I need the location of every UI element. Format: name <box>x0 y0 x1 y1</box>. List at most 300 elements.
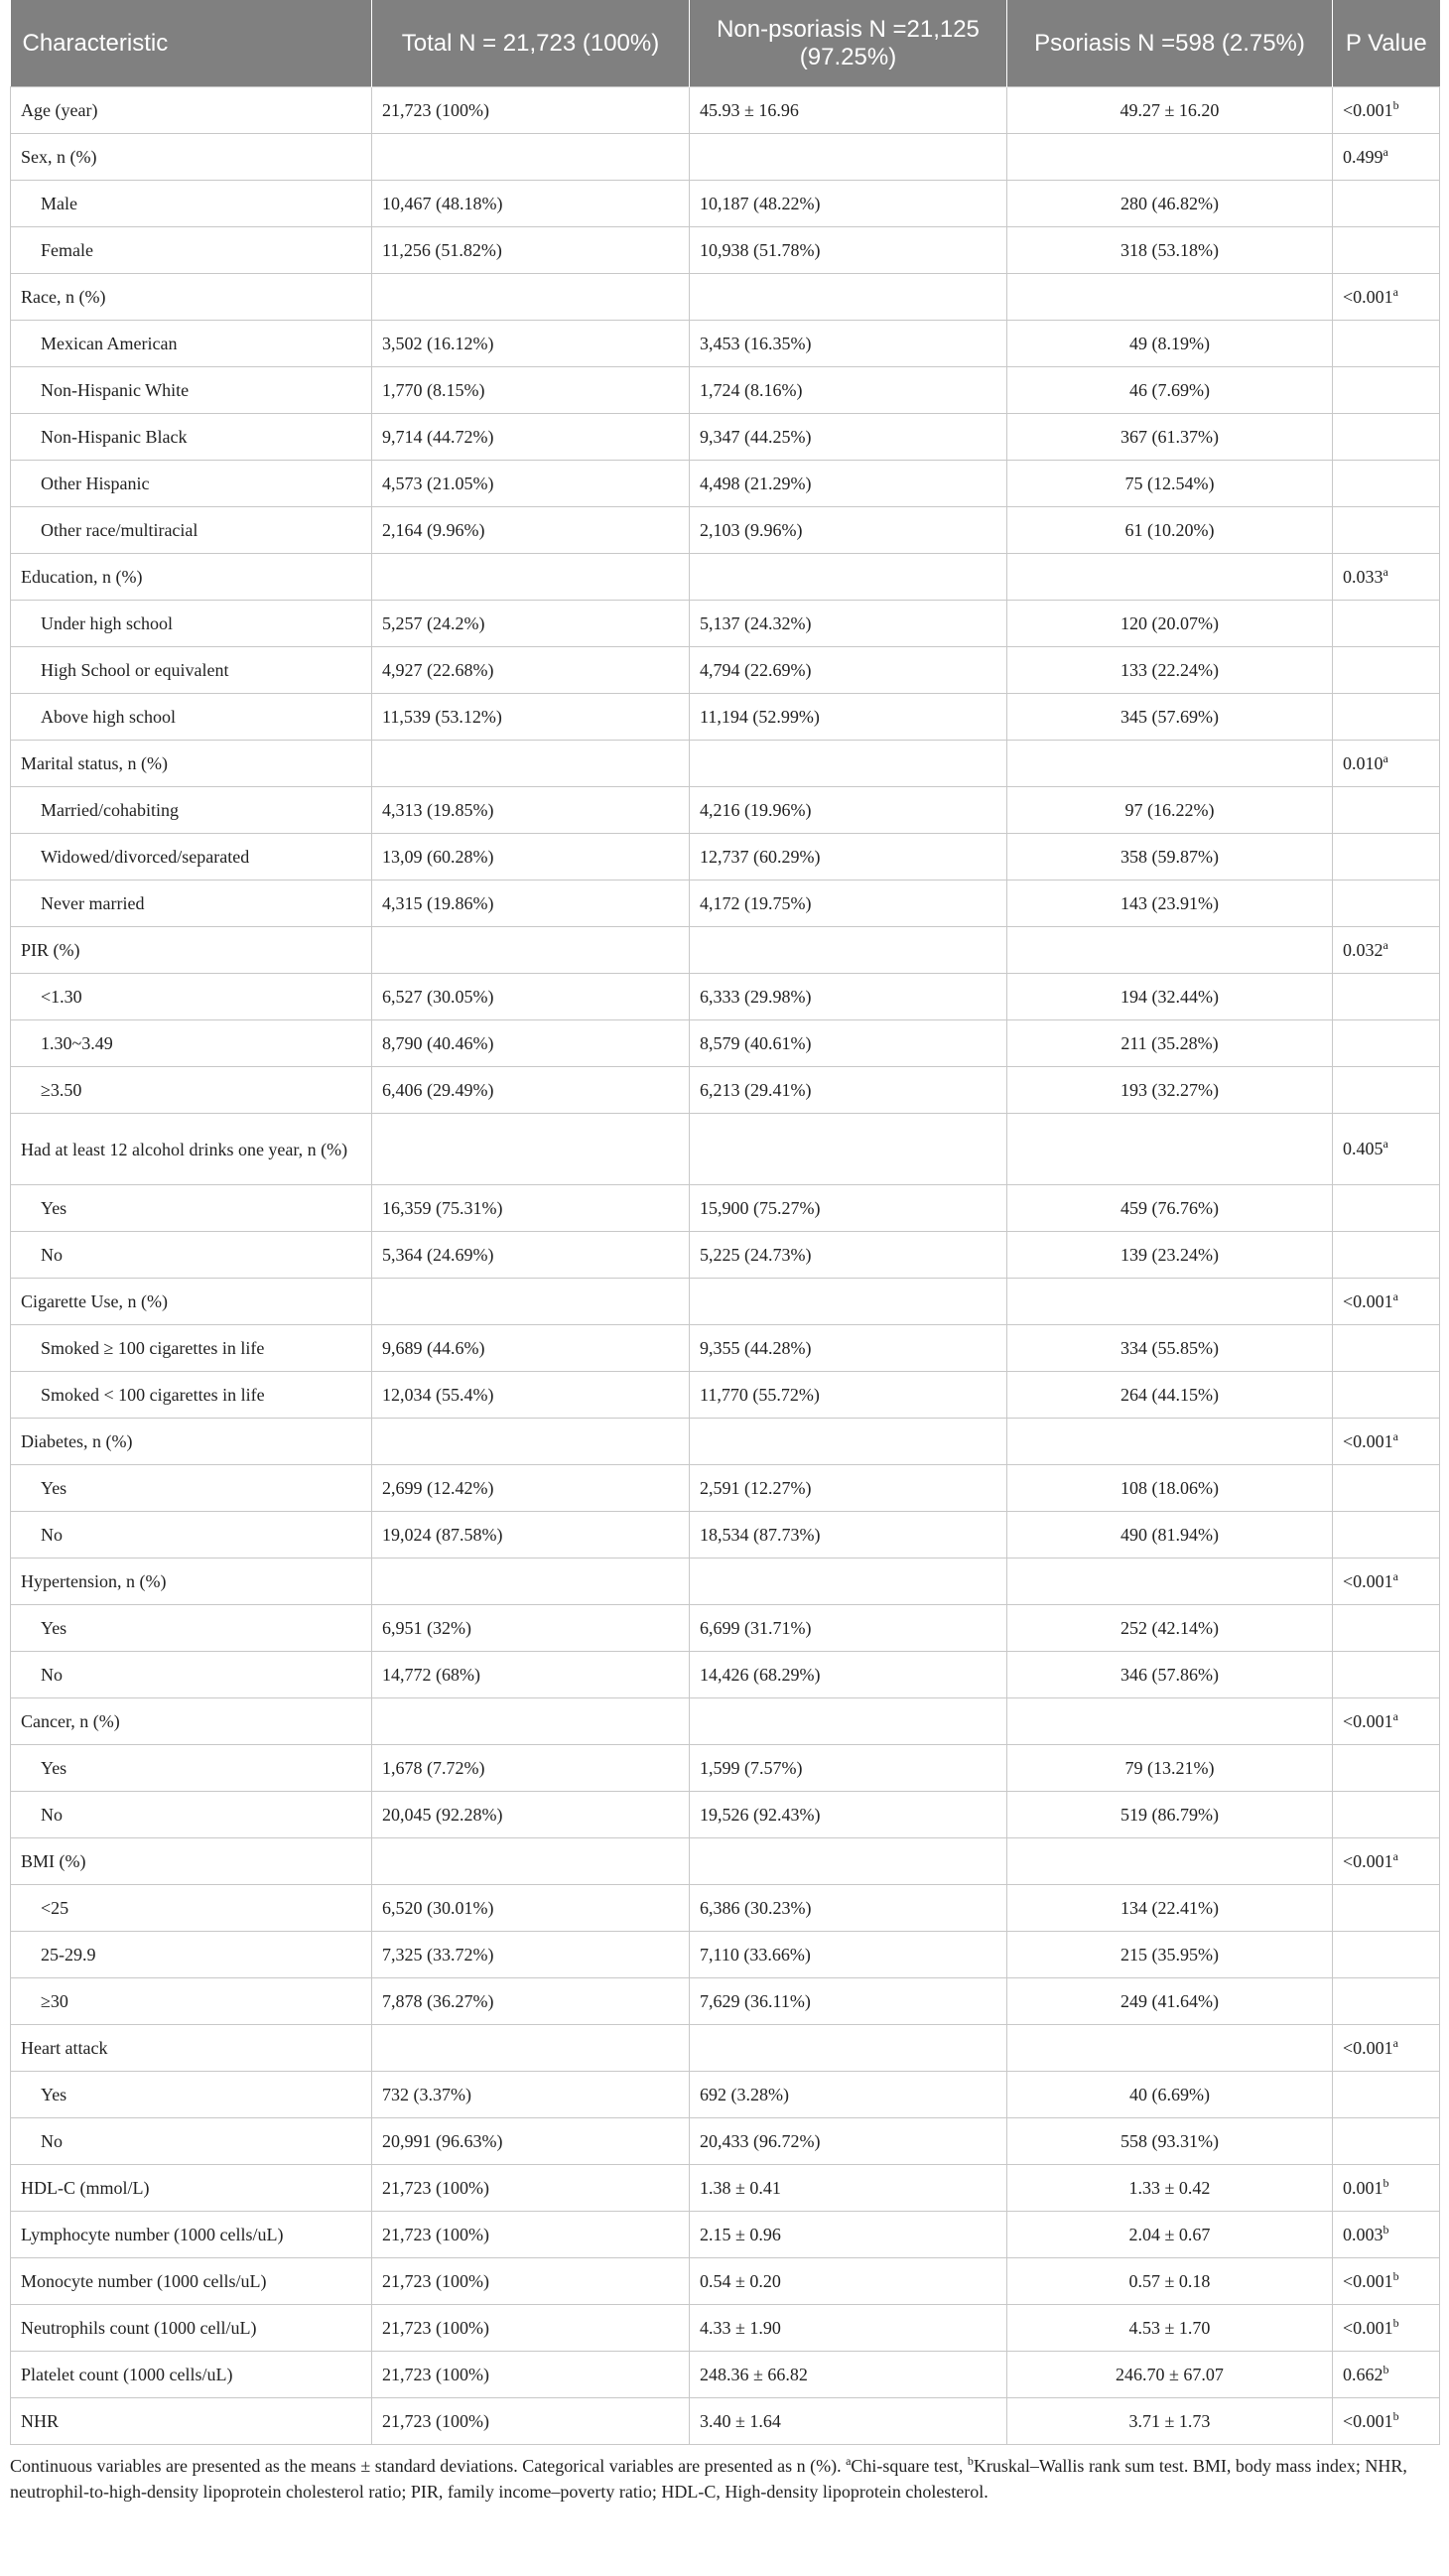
characteristic-cell-text: Platelet count (1000 cells/uL) <box>21 2364 233 2384</box>
table-row <box>11 834 1440 881</box>
characteristic-cell <box>11 2258 372 2305</box>
p-value-superscript: b <box>1392 2315 1399 2330</box>
total-cell <box>372 1652 690 1698</box>
non-psoriasis-cell-text: 2,103 (9.96%) <box>700 519 803 540</box>
total-cell <box>372 1512 690 1559</box>
p-value-superscript: b <box>1392 2408 1399 2423</box>
p-value-cell-text: <0.001 <box>1343 1290 1393 1311</box>
non-psoriasis-cell <box>690 2352 1007 2398</box>
p-value-cell <box>1333 2258 1440 2305</box>
non-psoriasis-cell-text: 0.54 ± 0.20 <box>700 2270 781 2291</box>
characteristic-cell <box>11 741 372 787</box>
total-cell <box>372 1020 690 1067</box>
characteristic-cell-text: Widowed/divorced/separated <box>41 846 250 867</box>
table-row <box>11 2352 1440 2398</box>
non-psoriasis-cell <box>690 741 1007 787</box>
p-value-superscript: a <box>1392 1568 1398 1583</box>
characteristic-cell <box>11 2305 372 2352</box>
total-cell-text: 1,678 (7.72%) <box>382 1757 485 1778</box>
p-value-superscript: a <box>1383 1137 1388 1151</box>
characteristic-cell <box>11 1978 372 2025</box>
psoriasis-cell <box>1007 1559 1333 1605</box>
non-psoriasis-cell-text: 1.38 ± 0.41 <box>700 2177 781 2198</box>
non-psoriasis-cell-text: 11,194 (52.99%) <box>700 706 820 727</box>
characteristic-cell <box>11 461 372 507</box>
non-psoriasis-cell-text: 4.33 ± 1.90 <box>700 2317 781 2338</box>
total-cell <box>372 2118 690 2165</box>
p-value-cell <box>1333 1838 1440 1885</box>
p-value-cell-text: <0.001 <box>1343 2410 1393 2431</box>
table-page <box>10 0 1439 2505</box>
characteristic-cell-text: Sex, n (%) <box>21 146 97 167</box>
psoriasis-cell <box>1007 134 1333 181</box>
psoriasis-cell-text: 193 (32.27%) <box>1120 1079 1219 1100</box>
total-cell <box>372 647 690 694</box>
total-cell <box>372 1698 690 1745</box>
p-value-cell-text: <0.001 <box>1343 99 1393 120</box>
table-row <box>11 414 1440 461</box>
psoriasis-cell <box>1007 694 1333 741</box>
total-cell <box>372 1325 690 1372</box>
characteristic-cell-text: Married/cohabiting <box>41 799 179 820</box>
total-cell-text: 4,313 (19.85%) <box>382 799 494 820</box>
p-value-cell <box>1333 2165 1440 2212</box>
footnote-text: Chi-square test, <box>851 2456 968 2476</box>
psoriasis-cell <box>1007 741 1333 787</box>
psoriasis-cell-text: 2.04 ± 0.67 <box>1128 2224 1211 2244</box>
psoriasis-cell-text: 367 (61.37%) <box>1120 426 1219 447</box>
p-value-cell <box>1333 414 1440 461</box>
p-value-cell-text: <0.001 <box>1343 286 1393 307</box>
total-cell <box>372 1559 690 1605</box>
footnote-text: Continuous variables are presented as the means ± standard deviations. Categorical variables are presented as n (%). <box>10 2456 847 2476</box>
non-psoriasis-cell <box>690 1325 1007 1372</box>
non-psoriasis-cell-text: 8,579 (40.61%) <box>700 1032 812 1053</box>
non-psoriasis-cell <box>690 367 1007 414</box>
p-value-cell <box>1333 1232 1440 1279</box>
non-psoriasis-cell-text: 7,110 (33.66%) <box>700 1944 811 1965</box>
non-psoriasis-cell <box>690 1067 1007 1114</box>
p-value-cell <box>1333 1465 1440 1512</box>
characteristic-cell <box>11 1232 372 1279</box>
table-row <box>11 1372 1440 1419</box>
total-cell-text: 21,723 (100%) <box>382 2410 489 2431</box>
p-value-cell <box>1333 1745 1440 1792</box>
psoriasis-cell-text: 558 (93.31%) <box>1120 2130 1219 2151</box>
non-psoriasis-cell <box>690 1020 1007 1067</box>
total-cell-text: 14,772 (68%) <box>382 1664 480 1685</box>
characteristic-cell <box>11 1792 372 1838</box>
non-psoriasis-cell-text: 5,225 (24.73%) <box>700 1244 812 1265</box>
psoriasis-cell <box>1007 274 1333 321</box>
non-psoriasis-cell-text: 2,591 (12.27%) <box>700 1477 812 1498</box>
characteristic-cell-text: Other race/multiracial <box>41 519 198 540</box>
non-psoriasis-cell <box>690 1559 1007 1605</box>
p-value-cell <box>1333 1020 1440 1067</box>
p-value-cell-text: <0.001 <box>1343 1430 1393 1451</box>
p-value-superscript: a <box>1383 564 1388 579</box>
characteristic-cell <box>11 134 372 181</box>
psoriasis-cell <box>1007 1372 1333 1419</box>
baseline-characteristics-table <box>10 0 1440 2445</box>
non-psoriasis-cell <box>690 1932 1007 1978</box>
table-row <box>11 1465 1440 1512</box>
total-cell-text: 12,034 (55.4%) <box>382 1384 494 1405</box>
non-psoriasis-cell-text: 4,794 (22.69%) <box>700 659 812 680</box>
psoriasis-cell <box>1007 1512 1333 1559</box>
p-value-cell-text: <0.001 <box>1343 2270 1393 2291</box>
non-psoriasis-cell <box>690 1279 1007 1325</box>
p-value-superscript: a <box>1392 1848 1398 1863</box>
characteristic-cell-text: Yes <box>41 1617 67 1638</box>
characteristic-cell-text: Non-Hispanic White <box>41 379 190 400</box>
p-value-cell-text: 0.405 <box>1343 1139 1383 1158</box>
total-cell-text: 9,714 (44.72%) <box>382 426 494 447</box>
header-psoriasis: Psoriasis N =598 (2.75%) <box>1007 0 1333 87</box>
p-value-cell <box>1333 741 1440 787</box>
total-cell-text: 21,723 (100%) <box>382 99 489 120</box>
psoriasis-cell <box>1007 1698 1333 1745</box>
characteristic-cell <box>11 694 372 741</box>
non-psoriasis-cell <box>690 2212 1007 2258</box>
total-cell <box>372 1885 690 1932</box>
p-value-superscript: a <box>1383 750 1388 765</box>
psoriasis-cell <box>1007 321 1333 367</box>
characteristic-cell-text: ≥30 <box>41 1990 68 2011</box>
non-psoriasis-cell <box>690 2072 1007 2118</box>
total-cell-text: 2,164 (9.96%) <box>382 519 485 540</box>
p-value-cell-text: 0.662 <box>1343 2364 1383 2384</box>
psoriasis-cell-text: 108 (18.06%) <box>1120 1477 1219 1498</box>
non-psoriasis-cell-text: 3.40 ± 1.64 <box>700 2410 781 2431</box>
table-row <box>11 787 1440 834</box>
non-psoriasis-cell <box>690 554 1007 601</box>
non-psoriasis-cell <box>690 1792 1007 1838</box>
non-psoriasis-cell-text: 18,534 (87.73%) <box>700 1524 821 1545</box>
psoriasis-cell <box>1007 1652 1333 1698</box>
total-cell-text: 13,09 (60.28%) <box>382 846 494 867</box>
total-cell <box>372 974 690 1020</box>
table-row <box>11 1698 1440 1745</box>
p-value-cell <box>1333 1067 1440 1114</box>
psoriasis-cell <box>1007 2212 1333 2258</box>
p-value-cell <box>1333 227 1440 274</box>
table-row <box>11 2305 1440 2352</box>
total-cell-text: 2,699 (12.42%) <box>382 1477 494 1498</box>
characteristic-cell <box>11 87 372 134</box>
p-value-superscript: a <box>1392 1428 1398 1443</box>
total-cell <box>372 1067 690 1114</box>
total-cell-text: 5,257 (24.2%) <box>382 612 485 633</box>
total-cell <box>372 1232 690 1279</box>
characteristic-cell-text: PIR (%) <box>21 939 80 960</box>
total-cell <box>372 1372 690 1419</box>
table-row <box>11 1512 1440 1559</box>
footnote-sup-b: b <box>967 2454 974 2468</box>
total-cell-text: 7,325 (33.72%) <box>382 1944 494 1965</box>
psoriasis-cell <box>1007 1885 1333 1932</box>
characteristic-cell-text: No <box>41 1244 63 1265</box>
characteristic-cell <box>11 274 372 321</box>
total-cell <box>372 1932 690 1978</box>
psoriasis-cell-text: 134 (22.41%) <box>1120 1897 1219 1918</box>
psoriasis-cell-text: 3.71 ± 1.73 <box>1128 2410 1211 2431</box>
p-value-cell <box>1333 507 1440 554</box>
non-psoriasis-cell <box>690 321 1007 367</box>
table-row <box>11 1067 1440 1114</box>
non-psoriasis-cell <box>690 1745 1007 1792</box>
table-row <box>11 647 1440 694</box>
non-psoriasis-cell-text: 692 (3.28%) <box>700 2084 789 2104</box>
psoriasis-cell <box>1007 881 1333 927</box>
characteristic-cell-text: Age (year) <box>21 99 98 120</box>
total-cell <box>372 834 690 881</box>
characteristic-cell <box>11 227 372 274</box>
characteristic-cell <box>11 2025 372 2072</box>
total-cell-text: 4,927 (22.68%) <box>382 659 494 680</box>
psoriasis-cell <box>1007 1419 1333 1465</box>
p-value-cell-text: <0.001 <box>1343 2317 1393 2338</box>
total-cell-text: 732 (3.37%) <box>382 2084 471 2104</box>
psoriasis-cell-text: 215 (35.95%) <box>1120 1944 1219 1965</box>
characteristic-cell <box>11 1745 372 1792</box>
table-row <box>11 601 1440 647</box>
characteristic-cell <box>11 321 372 367</box>
non-psoriasis-cell-text: 10,938 (51.78%) <box>700 239 821 260</box>
psoriasis-cell <box>1007 461 1333 507</box>
characteristic-cell-text: Above high school <box>41 706 176 727</box>
p-value-superscript: a <box>1392 2035 1398 2050</box>
psoriasis-cell <box>1007 647 1333 694</box>
non-psoriasis-cell-text: 6,386 (30.23%) <box>700 1897 812 1918</box>
non-psoriasis-cell <box>690 2165 1007 2212</box>
characteristic-cell-text: HDL-C (mmol/L) <box>21 2177 150 2198</box>
p-value-cell <box>1333 554 1440 601</box>
footnote-sup-a: a <box>846 2454 852 2468</box>
psoriasis-cell-text: 133 (22.24%) <box>1120 659 1219 680</box>
non-psoriasis-cell <box>690 1838 1007 1885</box>
non-psoriasis-cell <box>690 1512 1007 1559</box>
psoriasis-cell <box>1007 554 1333 601</box>
p-value-cell-text: 0.032 <box>1343 939 1383 960</box>
table-row <box>11 2212 1440 2258</box>
psoriasis-cell <box>1007 181 1333 227</box>
non-psoriasis-cell <box>690 461 1007 507</box>
total-cell-text: 6,527 (30.05%) <box>382 986 494 1007</box>
psoriasis-cell-text: 346 (57.86%) <box>1120 1664 1219 1685</box>
characteristic-cell <box>11 1838 372 1885</box>
table-row <box>11 87 1440 134</box>
characteristic-cell-text: Education, n (%) <box>21 566 143 587</box>
psoriasis-cell <box>1007 834 1333 881</box>
table-row <box>11 1185 1440 1232</box>
psoriasis-cell-text: 194 (32.44%) <box>1120 986 1219 1007</box>
total-cell <box>372 1419 690 1465</box>
psoriasis-cell <box>1007 1792 1333 1838</box>
total-cell <box>372 181 690 227</box>
psoriasis-cell-text: 79 (13.21%) <box>1124 1757 1215 1778</box>
characteristic-cell-text: Hypertension, n (%) <box>21 1570 167 1591</box>
characteristic-cell-text: Female <box>41 239 93 260</box>
characteristic-cell <box>11 1512 372 1559</box>
non-psoriasis-cell-text: 12,737 (60.29%) <box>700 846 821 867</box>
characteristic-cell <box>11 2165 372 2212</box>
non-psoriasis-cell-text: 9,347 (44.25%) <box>700 426 812 447</box>
non-psoriasis-cell <box>690 507 1007 554</box>
header-p-value: P Value <box>1333 0 1440 87</box>
table-row <box>11 1838 1440 1885</box>
characteristic-cell <box>11 881 372 927</box>
non-psoriasis-cell-text: 20,433 (96.72%) <box>700 2130 821 2151</box>
p-value-cell-text: <0.001 <box>1343 1570 1393 1591</box>
characteristic-cell-text: Diabetes, n (%) <box>21 1430 133 1451</box>
non-psoriasis-cell <box>690 787 1007 834</box>
non-psoriasis-cell <box>690 1419 1007 1465</box>
p-value-cell <box>1333 1559 1440 1605</box>
characteristic-cell-text: Male <box>41 193 77 213</box>
psoriasis-cell <box>1007 974 1333 1020</box>
non-psoriasis-cell <box>690 647 1007 694</box>
table-row <box>11 2258 1440 2305</box>
table-row <box>11 2072 1440 2118</box>
psoriasis-cell <box>1007 2398 1333 2445</box>
p-value-cell <box>1333 2212 1440 2258</box>
non-psoriasis-cell <box>690 1465 1007 1512</box>
characteristic-cell <box>11 1885 372 1932</box>
p-value-cell <box>1333 1512 1440 1559</box>
header-row <box>11 0 1440 87</box>
p-value-cell <box>1333 1605 1440 1652</box>
p-value-cell <box>1333 1885 1440 1932</box>
p-value-cell <box>1333 321 1440 367</box>
non-psoriasis-cell <box>690 2305 1007 2352</box>
total-cell <box>372 1838 690 1885</box>
total-cell-text: 5,364 (24.69%) <box>382 1244 494 1265</box>
p-value-cell <box>1333 2398 1440 2445</box>
characteristic-cell-text: No <box>41 1804 63 1825</box>
p-value-cell <box>1333 461 1440 507</box>
table-row <box>11 1932 1440 1978</box>
total-cell-text: 10,467 (48.18%) <box>382 193 503 213</box>
total-cell <box>372 2305 690 2352</box>
characteristic-cell <box>11 2398 372 2445</box>
non-psoriasis-cell-text: 6,213 (29.41%) <box>700 1079 812 1100</box>
characteristic-cell <box>11 2352 372 2398</box>
non-psoriasis-cell-text: 248.36 ± 66.82 <box>700 2364 808 2384</box>
table-row <box>11 974 1440 1020</box>
total-cell-text: 11,256 (51.82%) <box>382 239 502 260</box>
psoriasis-cell-text: 1.33 ± 0.42 <box>1128 2177 1211 2198</box>
psoriasis-cell-text: 49.27 ± 16.20 <box>1120 99 1220 120</box>
non-psoriasis-cell <box>690 414 1007 461</box>
table-row <box>11 741 1440 787</box>
characteristic-cell <box>11 2072 372 2118</box>
characteristic-cell-text: NHR <box>21 2410 60 2431</box>
non-psoriasis-cell <box>690 1652 1007 1698</box>
p-value-cell-text: 0.001 <box>1343 2177 1383 2198</box>
characteristic-cell-text: <25 <box>41 1897 69 1918</box>
total-cell <box>372 1114 690 1185</box>
p-value-cell <box>1333 881 1440 927</box>
table-row <box>11 1232 1440 1279</box>
table-row <box>11 1652 1440 1698</box>
total-cell <box>372 2165 690 2212</box>
characteristic-cell-text: Under high school <box>41 612 173 633</box>
non-psoriasis-cell <box>690 1232 1007 1279</box>
non-psoriasis-cell-text: 5,137 (24.32%) <box>700 612 812 633</box>
psoriasis-cell <box>1007 507 1333 554</box>
psoriasis-cell-text: 143 (23.91%) <box>1120 892 1219 913</box>
p-value-superscript: a <box>1383 144 1388 159</box>
p-value-superscript: a <box>1392 1288 1398 1303</box>
total-cell-text: 21,723 (100%) <box>382 2224 489 2244</box>
p-value-superscript: b <box>1383 2362 1389 2376</box>
characteristic-cell-text: Yes <box>41 1757 67 1778</box>
total-cell <box>372 927 690 974</box>
psoriasis-cell <box>1007 787 1333 834</box>
psoriasis-cell <box>1007 1325 1333 1372</box>
total-cell <box>372 601 690 647</box>
non-psoriasis-cell-text: 11,770 (55.72%) <box>700 1384 820 1405</box>
non-psoriasis-cell <box>690 974 1007 1020</box>
psoriasis-cell <box>1007 1932 1333 1978</box>
p-value-cell <box>1333 787 1440 834</box>
total-cell <box>372 414 690 461</box>
non-psoriasis-cell <box>690 2398 1007 2445</box>
non-psoriasis-cell <box>690 87 1007 134</box>
psoriasis-cell <box>1007 1185 1333 1232</box>
p-value-cell <box>1333 834 1440 881</box>
psoriasis-cell-text: 490 (81.94%) <box>1120 1524 1219 1545</box>
table-row <box>11 134 1440 181</box>
p-value-cell <box>1333 974 1440 1020</box>
table-row <box>11 1978 1440 2025</box>
psoriasis-cell <box>1007 2118 1333 2165</box>
psoriasis-cell <box>1007 1279 1333 1325</box>
table-header <box>11 0 1440 87</box>
characteristic-cell-text: Never married <box>41 892 145 913</box>
characteristic-cell-text: Other Hispanic <box>41 473 150 493</box>
psoriasis-cell-text: 246.70 ± 67.07 <box>1116 2364 1224 2384</box>
characteristic-cell-text: Non-Hispanic Black <box>41 426 188 447</box>
total-cell-text: 19,024 (87.58%) <box>382 1524 503 1545</box>
non-psoriasis-cell-text: 15,900 (75.27%) <box>700 1197 821 1218</box>
total-cell-text: 9,689 (44.6%) <box>382 1337 485 1358</box>
psoriasis-cell-text: 249 (41.64%) <box>1120 1990 1219 2011</box>
non-psoriasis-cell <box>690 1185 1007 1232</box>
total-cell <box>372 2258 690 2305</box>
non-psoriasis-cell <box>690 181 1007 227</box>
table-row <box>11 1745 1440 1792</box>
non-psoriasis-cell-text: 3,453 (16.35%) <box>700 333 812 353</box>
characteristic-cell-text: <1.30 <box>41 986 82 1007</box>
characteristic-cell-text: No <box>41 1664 63 1685</box>
non-psoriasis-cell-text: 45.93 ± 16.96 <box>700 99 799 120</box>
characteristic-cell <box>11 974 372 1020</box>
characteristic-cell <box>11 2118 372 2165</box>
psoriasis-cell <box>1007 1605 1333 1652</box>
total-cell-text: 8,790 (40.46%) <box>382 1032 494 1053</box>
table-row <box>11 1605 1440 1652</box>
psoriasis-cell <box>1007 2072 1333 2118</box>
characteristic-cell-text: BMI (%) <box>21 1850 86 1871</box>
header-characteristic: Characteristic <box>11 0 372 87</box>
psoriasis-cell-text: 519 (86.79%) <box>1120 1804 1219 1825</box>
footnote-text: Kruskal–Wallis rank sum test. BMI, body mass index; NHR, neutrophil-to-high-density lipoprotein cholesterol ratio; PIR, family income–poverty ratio; HDL-C, High-density lipoprotein cholesterol. <box>10 2456 1407 2502</box>
table-row <box>11 1885 1440 1932</box>
p-value-cell <box>1333 2118 1440 2165</box>
table-row <box>11 694 1440 741</box>
